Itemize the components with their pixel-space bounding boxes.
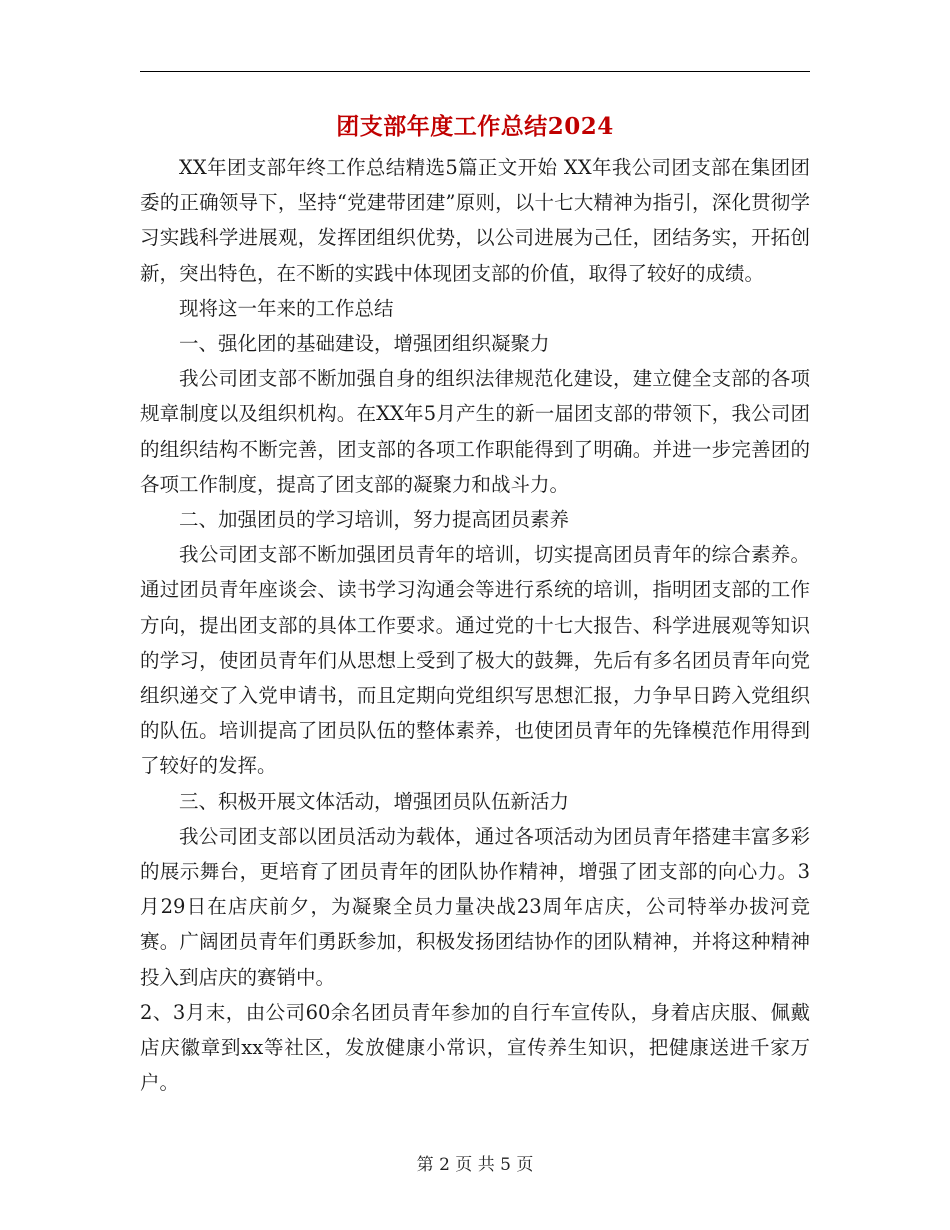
section-heading-2: 二、加强团员的学习培训，努力提高团员素养	[179, 508, 570, 532]
section-heading-1: 一、强化团的基础建设，增强团组织凝聚力	[179, 332, 550, 356]
header-rule	[140, 71, 810, 72]
section-heading-3: 三、积极开展文体活动，增强团员队伍新活力	[179, 789, 570, 813]
document-body	[140, 150, 810, 1100]
paragraph-section-1: 我公司团支部不断加强自身的组织法律规范化建设，建立健全支部的各项规章制度以及组织机构。在XX年5月产生的新一届团支部的带领下，我公司团的组织结构不断完善，团支部的各项工作职能得到了明确。并进一步完善团的各项工作制度，提高了团支部的凝聚力和战斗力。	[140, 367, 810, 496]
paragraph-item-2: 2、3月末，由公司60余名团员青年参加的自行车宣传队，身着店庆服、佩戴店庆徽章到xx等社区，发放健康小常识，宣传养生知识，把健康送进千家万户。	[140, 1000, 810, 1095]
paragraph-summary-lead: 现将这一年来的工作总结	[179, 296, 394, 320]
document-title: 团支部年度工作总结2024	[336, 113, 614, 140]
paragraph-section-2: 我公司团支部不断加强团员青年的培训，切实提高团员青年的综合素养。通过团员青年座谈会、读书学习沟通会等进行系统的培训，指明团支部的工作方向，提出团支部的具体工作要求。通过党的十七大报告、科学进展观等知识的学习，使团员青年们从思想上受到了极大的鼓舞，先后有多名团员青年向党组织递交了入党申请书，而且定期向党组织写思想汇报，力争早日跨入党组织的队伍。培训提高了团员队伍的整体素养，也使团员青年的先锋模范作用得到了较好的发挥。	[140, 543, 810, 778]
paragraph-intro: XX年团支部年终工作总结精选5篇正文开始 XX年我公司团支部在集团团委的正确领导下，坚持“党建带团建”原则，以十七大精神为指引，深化贯彻学习实践科学进展观，发挥团组织优势，以公司进展为己任，团结务实，开拓创新，突出特色，在不断的实践中体现团支部的价值，取得了较好的成绩。	[140, 156, 810, 285]
page-number-footer: 第 2 页 共 5 页	[416, 1155, 534, 1175]
paragraph-section-3: 我公司团支部以团员活动为载体，通过各项活动为团员青年搭建丰富多彩的展示舞台，更培育了团员青年的团队协作精神，增强了团支部的向心力。3月29日在店庆前夕，为凝聚全员力量决战23周年店庆，公司特举办拔河竞赛。广阔团员青年们勇跃参加，积极发扬团结协作的团队精神，并将这种精神投入到店庆的赛销中。	[140, 824, 810, 989]
